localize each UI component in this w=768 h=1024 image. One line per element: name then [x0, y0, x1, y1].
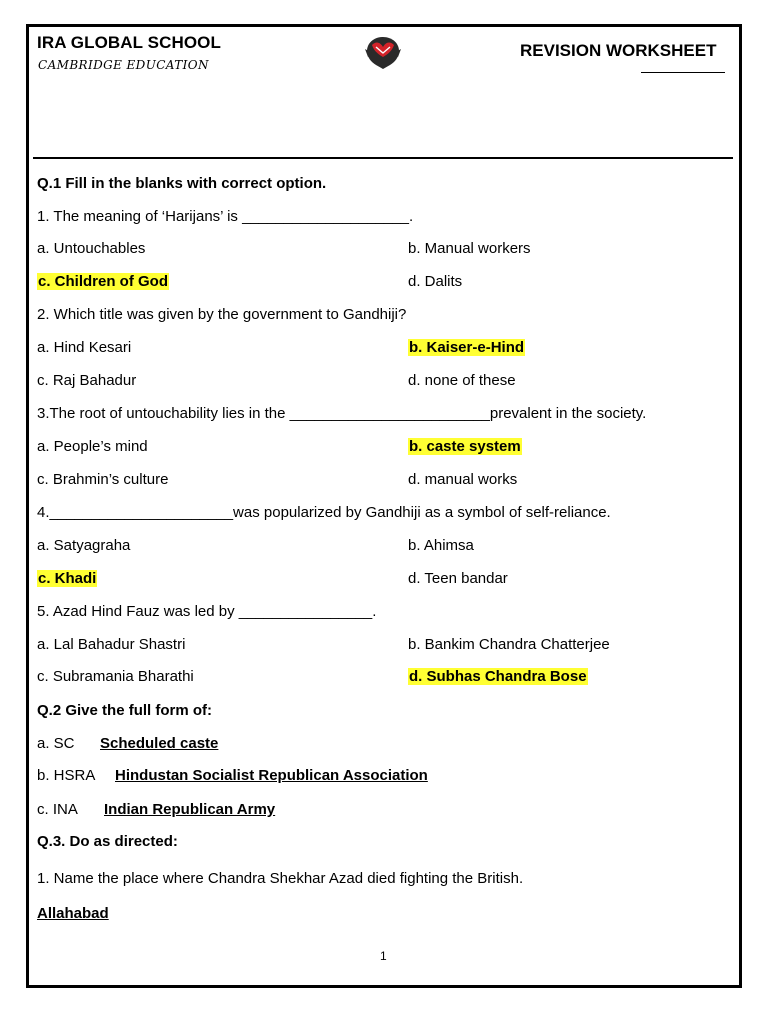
q1-5-option-d — [408, 668, 588, 686]
school-subtitle: CAMBRIDGE EDUCATION — [38, 58, 209, 72]
q1-4-option-c — [37, 570, 97, 588]
q1-2-question: 2. Which title was given by the government to Gandhiji? — [37, 306, 407, 323]
q2-heading: Q.2 Give the full form of: — [37, 702, 213, 719]
q1-4-option-a: a. Satyagraha — [37, 537, 131, 554]
q2-item-ina — [37, 801, 78, 819]
q1-heading: Q.1 Fill in the blanks with correct option. — [37, 175, 327, 192]
header-divider — [33, 157, 733, 159]
q1-3-question: 3.The root of untouchability lies in the ________________________prevalent in the society. — [37, 405, 647, 422]
q2-term: b. HSRA — [37, 767, 96, 784]
q1-2-option-a: a. Hind Kesari — [37, 339, 132, 356]
q1-1-option-c — [37, 273, 169, 291]
q1-5-option-b: b. Bankim Chandra Chatterjee — [408, 636, 610, 653]
worksheet-blank-line — [641, 72, 725, 73]
school-logo-icon — [362, 35, 404, 71]
q1-4-question: 4.______________________was popularized by Gandhiji as a symbol of self-reliance. — [37, 504, 611, 521]
q1-1-option-a: a. Untouchables — [37, 240, 146, 257]
q1-3-option-a: a. People’s mind — [37, 438, 148, 455]
q1-2-answer-highlight: b. Kaiser-e-Hind — [409, 339, 525, 356]
q1-3-answer-highlight: b. caste system — [409, 438, 521, 455]
q1-1-option-b: b. Manual workers — [408, 240, 531, 257]
q1-1-question: 1. The meaning of ‘Harijans’ is ____________________. — [37, 208, 414, 225]
q2-term: a. SC — [37, 735, 75, 752]
school-name: IRA GLOBAL SCHOOL — [37, 33, 221, 52]
page-number: 1 — [380, 949, 387, 963]
q1-4-option-d: d. Teen bandar — [408, 570, 508, 587]
q1-5-option-a: a. Lal Bahadur Shastri — [37, 636, 186, 653]
q2-answer-ina: Indian Republican Army — [104, 801, 276, 818]
q2-item-sc — [37, 735, 75, 753]
q1-3-option-b — [408, 438, 522, 456]
q2-term: c. INA — [37, 801, 78, 818]
q1-3-option-d: d. manual works — [408, 471, 518, 488]
q1-1-answer-highlight: c. Children of God — [38, 273, 168, 290]
q1-2-option-c: c. Raj Bahadur — [37, 372, 137, 389]
q1-1-option-d: d. Dalits — [408, 273, 463, 290]
q2-answer-sc: Scheduled caste — [100, 735, 219, 752]
q1-2-option-b — [408, 339, 525, 357]
q1-5-question: 5. Azad Hind Fauz was led by ________________. — [37, 603, 377, 620]
q3-1-answer: Allahabad — [37, 905, 109, 922]
q1-3-option-c: c. Brahmin’s culture — [37, 471, 169, 488]
q3-heading: Q.3. Do as directed: — [37, 833, 178, 850]
q1-2-option-d: d. none of these — [408, 372, 516, 389]
q1-4-answer-highlight: c. Khadi — [38, 570, 97, 587]
q3-1-question: 1. Name the place where Chandra Shekhar Azad died fighting the British. — [37, 870, 524, 887]
q1-5-answer-highlight: d. Subhas Chandra Bose — [409, 668, 587, 685]
worksheet-title: REVISION WORKSHEET — [520, 41, 717, 60]
q2-item-hsra — [37, 767, 95, 785]
q2-answer-hsra: Hindustan Socialist Republican Association — [115, 767, 428, 784]
q1-5-option-c: c. Subramania Bharathi — [37, 668, 194, 685]
q1-4-option-b: b. Ahimsa — [408, 537, 474, 554]
